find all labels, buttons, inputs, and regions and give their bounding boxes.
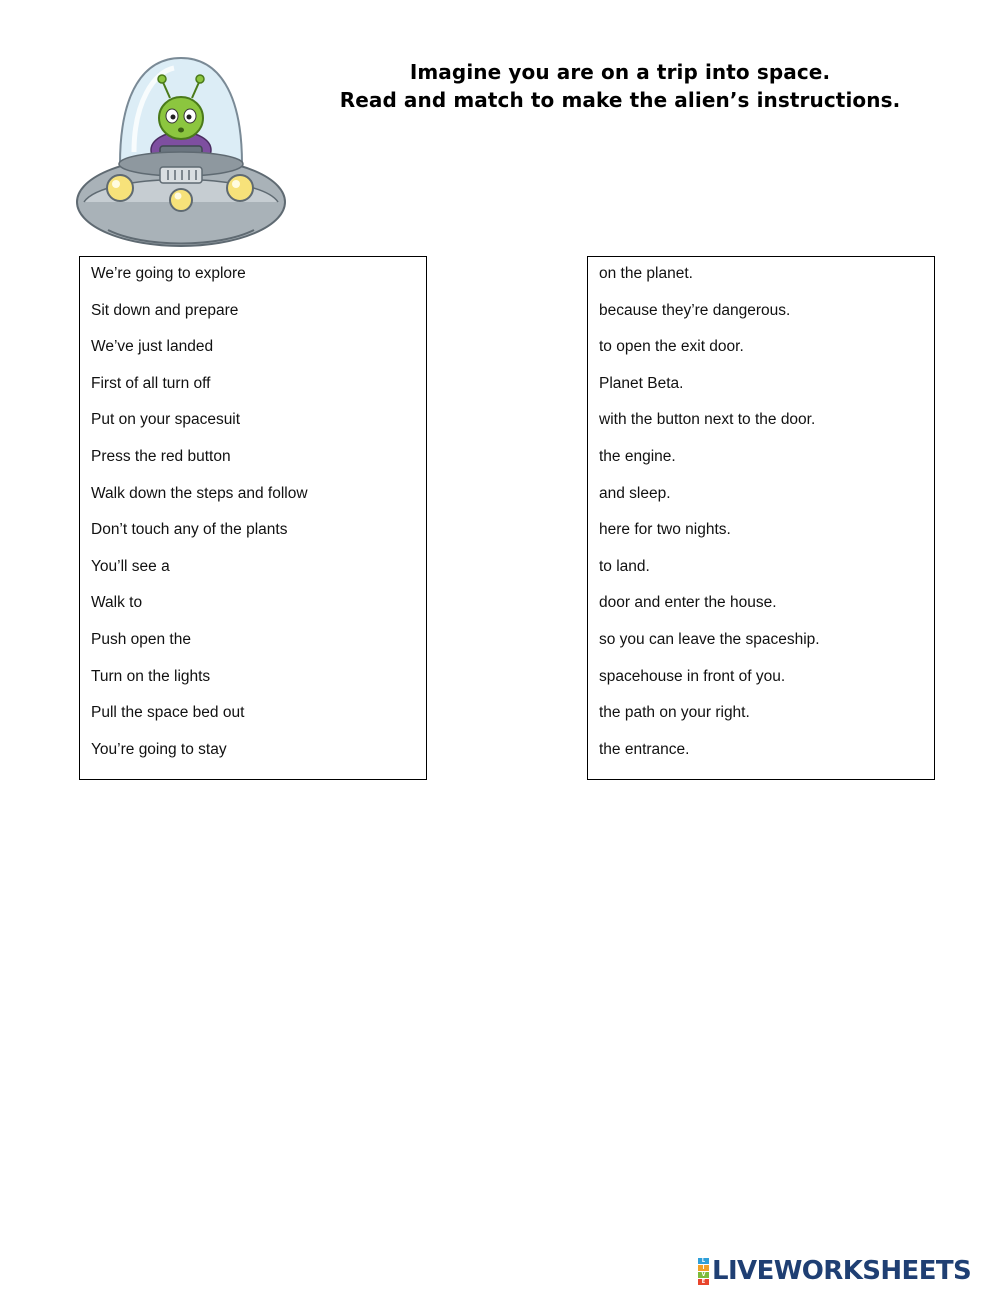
sentence-ending: Planet Beta. [599, 374, 684, 392]
sentence-beginnings-list [80, 257, 426, 775]
ufo-light [170, 189, 192, 211]
sentence-beginning: Pull the space bed out [91, 704, 245, 722]
sentence-ending: to open the exit door. [599, 338, 744, 356]
sentence-beginnings-box [79, 256, 427, 780]
sentence-beginning: Turn on the lights [91, 667, 211, 685]
liveworksheets-logo [698, 1256, 971, 1286]
logo-text: LIVEWORKSHEETS [712, 1256, 972, 1286]
ufo-light [227, 175, 253, 201]
sentence-beginning: We’ve just landed [91, 338, 214, 356]
sentence-ending: on the planet. [599, 265, 693, 282]
title-line-1: Imagine you are on a trip into space. [409, 60, 831, 84]
logo-square: V [698, 1272, 709, 1278]
sentence-ending: door and enter the house. [599, 594, 777, 612]
alien-ufo-icon [74, 52, 288, 252]
sentence-beginning: Push open the [91, 630, 191, 648]
sentence-ending: the path on your right. [599, 704, 750, 722]
logo-square: E [698, 1279, 709, 1285]
sentence-beginning: We’re going to explore [91, 265, 246, 282]
sentence-beginning: Put on your spacesuit [91, 411, 241, 429]
sentence-ending: here for two nights. [599, 521, 731, 539]
title-line-2: Read and match to make the alien’s instructions. [339, 88, 901, 112]
sentence-endings-box [587, 256, 935, 780]
sentence-ending: to land. [599, 557, 650, 575]
sentence-ending: so you can leave the spaceship. [599, 630, 820, 648]
sentence-beginning: Walk down the steps and follow [91, 484, 308, 502]
sentence-beginning: Press the red button [91, 447, 231, 465]
ufo-light [107, 175, 133, 201]
sentence-beginning: Sit down and prepare [91, 301, 239, 319]
sentence-beginning: Walk to [91, 594, 143, 612]
sentence-ending: the engine. [599, 447, 676, 465]
sentence-beginning: Don’t touch any of the plants [91, 521, 288, 539]
sentence-beginning: First of all turn off [91, 374, 211, 392]
sentence-ending: the entrance. [599, 740, 690, 758]
sentence-endings-list [588, 257, 934, 775]
logo-squares-icon [698, 1258, 709, 1285]
sentence-ending: and sleep. [599, 484, 671, 502]
logo-square: L [698, 1258, 709, 1264]
logo-square: I [698, 1265, 709, 1271]
worksheet-title [310, 58, 930, 114]
sentence-ending: spacehouse in front of you. [599, 667, 786, 685]
alien-head [159, 97, 203, 139]
sentence-ending: with the button next to the door. [599, 411, 816, 429]
sentence-ending: because they’re dangerous. [599, 301, 791, 319]
sentence-beginning: You’re going to stay [91, 740, 227, 758]
sentence-beginning: You’ll see a [91, 557, 170, 575]
